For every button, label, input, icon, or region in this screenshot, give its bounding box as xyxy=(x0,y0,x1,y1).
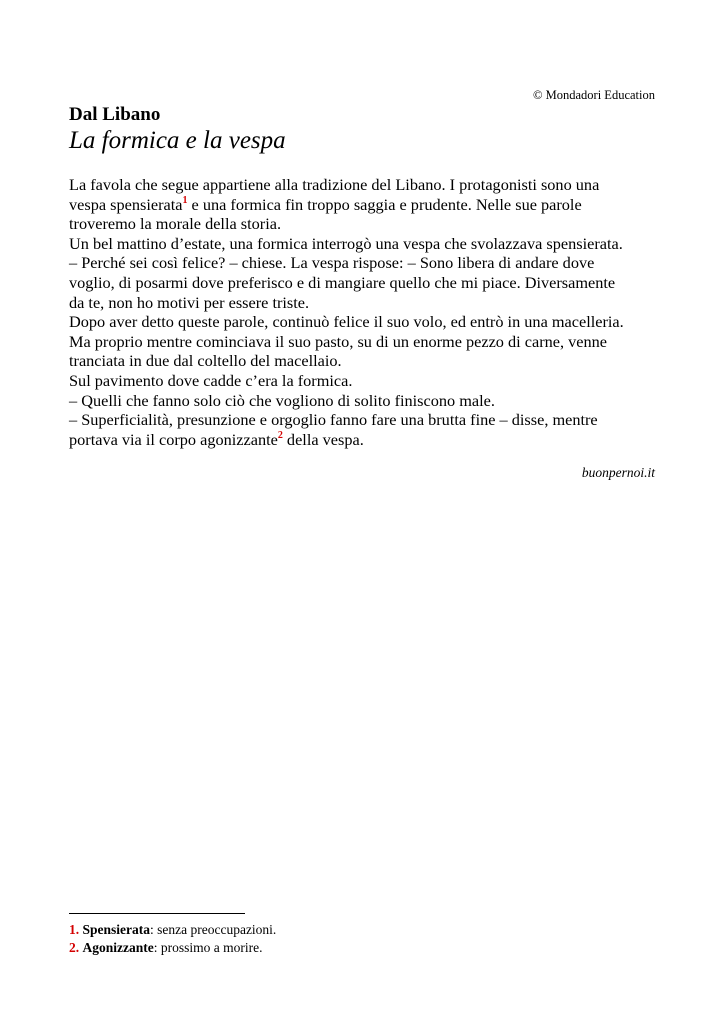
body-line: La favola che segue appartiene alla tradizione del Libano. I protagonisti sono una xyxy=(69,175,600,194)
footnote-divider xyxy=(69,913,245,914)
footnote-ref-2[interactable]: 2 xyxy=(277,429,283,441)
body-line: tranciata in due dal coltello del macellaio. xyxy=(69,351,342,371)
footnote-term: Spensierata xyxy=(82,922,150,937)
footnote-item xyxy=(69,921,276,939)
copyright-notice: © Mondadori Education xyxy=(533,88,655,102)
body-line: voglio, di posarmi dove preferisco e di mangiare quello che mi piace. Diversamente xyxy=(69,272,616,292)
source-heading: Dal Libano xyxy=(69,104,161,125)
body-line: Ma proprio mentre cominciava il suo pasto, su di un enorme pezzo di carne, venne xyxy=(69,331,608,351)
footnote-ref-1[interactable]: 1 xyxy=(182,194,188,206)
footnote-number: 1. xyxy=(69,922,80,937)
body-line: – Quelli che fanno solo ciò che vogliono di solito finiscono male. xyxy=(69,390,495,410)
body-text: portava via il corpo agonizzante xyxy=(69,429,278,449)
footnote-number: 2. xyxy=(69,939,80,955)
body-line: – Superficialità, presunzione e orgoglio fanno fare una brutta fine – disse, mentre xyxy=(69,410,598,430)
body-line xyxy=(69,430,659,450)
footnote-definition: : prossimo a morire. xyxy=(153,939,263,955)
story-title: La formica e la vespa xyxy=(69,127,286,154)
body-line xyxy=(69,195,659,215)
footnotes xyxy=(69,921,276,956)
body-line: Un bel mattino d’estate, una formica interrogò una vespa che svolazzava spensierata. xyxy=(69,233,623,253)
body-line: Dopo aver detto queste parole, continuò felice il suo volo, ed entrò in una macelleria. xyxy=(69,312,624,332)
body-text: della vespa. xyxy=(282,429,364,449)
footnote-term: Agonizzante xyxy=(82,939,154,955)
body-text: vespa spensierata xyxy=(69,194,183,214)
footnote-definition: : senza preoccupazioni. xyxy=(150,922,277,937)
body-line: troveremo la morale della storia. xyxy=(69,214,282,234)
body-line: da te, non ho motivi per essere triste. xyxy=(69,292,310,312)
body-text: e una formica fin troppo saggia e prudente. Nelle sue parole xyxy=(187,194,582,214)
story-body xyxy=(69,175,659,449)
footnote-item xyxy=(69,939,276,957)
source-credit: buonpernoi.it xyxy=(581,465,655,480)
body-line: Sul pavimento dove cadde c’era la formica. xyxy=(69,370,353,390)
body-line: – Perché sei così felice? – chiese. La vespa rispose: – Sono libera di andare dove xyxy=(69,253,595,273)
